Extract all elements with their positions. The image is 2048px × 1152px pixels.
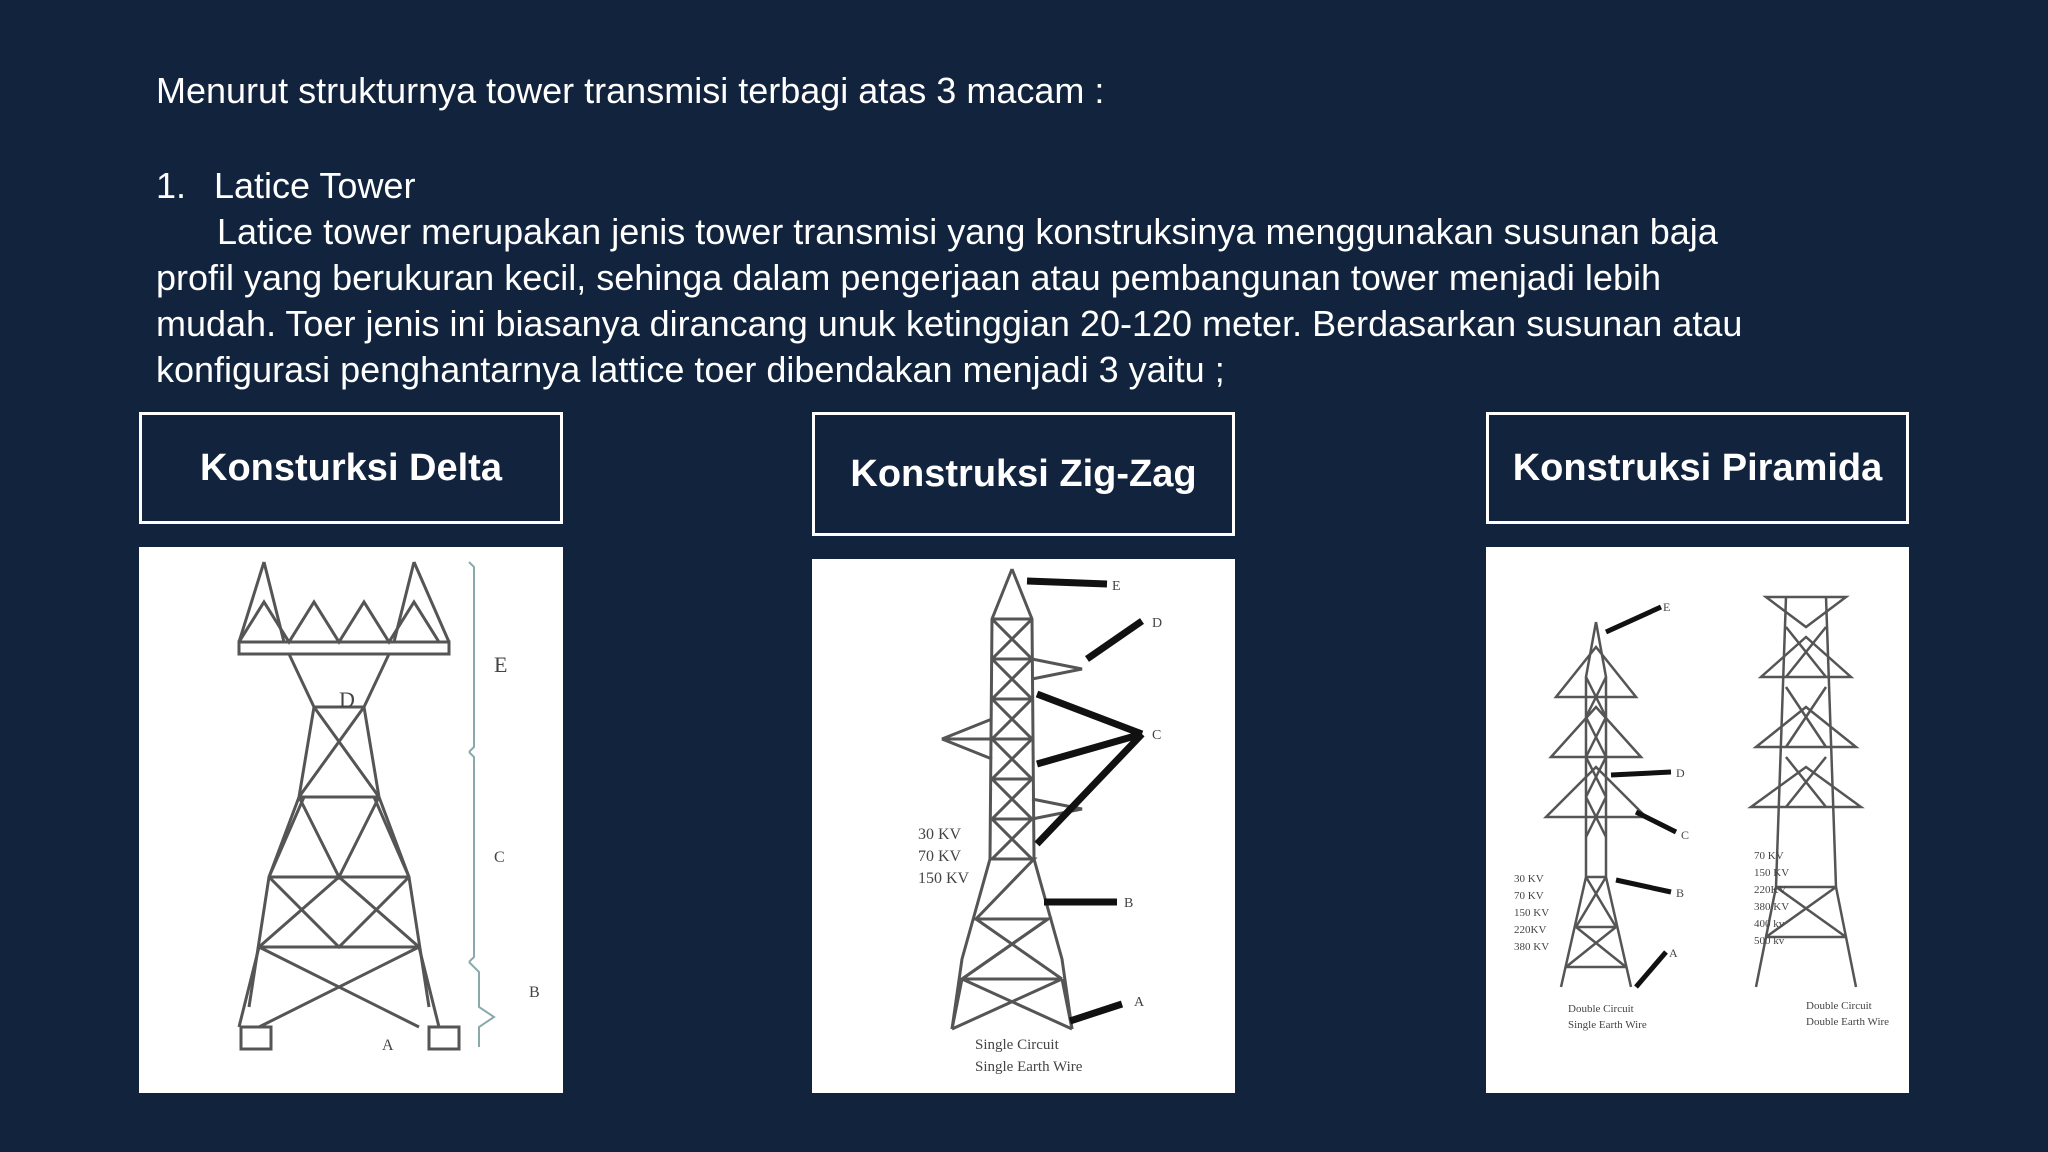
piramida-tower-image <box>1486 547 1909 1093</box>
delta-label-d: D <box>339 687 355 712</box>
piramida-right-voltage: 150 KV <box>1754 867 1790 879</box>
delta-label-e: E <box>494 652 508 677</box>
delta-tower-image <box>139 547 563 1093</box>
piramida-left-voltage: 70 KV <box>1514 890 1544 902</box>
label-konstruksi-delta: Konsturksi Delta <box>139 412 563 524</box>
delta-tower-drawing <box>239 562 494 1049</box>
piramida-right-caption: Double Circuit <box>1806 1000 1872 1012</box>
zigzag-voltage: 30 KV <box>918 826 962 843</box>
zigzag-caption: Single Circuit <box>975 1037 1059 1053</box>
list-title: Latice Tower <box>214 165 416 206</box>
list-number: 1. <box>156 165 187 206</box>
piramida-left-voltage: 150 KV <box>1514 907 1550 919</box>
zigzag-label-e: E <box>1112 579 1121 594</box>
zigzag-voltage: 70 KV <box>918 848 962 865</box>
zigzag-label-d: D <box>1152 616 1163 631</box>
zigzag-tower-drawing <box>942 569 1082 1029</box>
piramida-right-voltage: 70 KV <box>1754 850 1784 862</box>
piramida-left-voltage: 30 KV <box>1514 873 1544 885</box>
label-konstruksi-piramida: Konstruksi Piramida <box>1486 412 1909 524</box>
intro-text: Menurut strukturnya tower transmisi terbagi atas 3 macam : <box>156 70 1105 111</box>
zigzag-voltage: 150 KV <box>918 870 970 887</box>
piramida-label-d: D <box>1676 766 1685 780</box>
piramida-right-caption: Double Earth Wire <box>1806 1016 1890 1028</box>
piramida-right-voltage: 380 KV <box>1754 901 1790 913</box>
delta-label-a: A <box>382 1037 394 1054</box>
zigzag-tower-image <box>812 559 1235 1093</box>
piramida-right-voltage: 400 kv <box>1754 918 1785 930</box>
zigzag-caption: Single Earth Wire <box>975 1059 1083 1075</box>
piramida-label-b: B <box>1676 886 1685 900</box>
piramida-left-voltage: 380 KV <box>1514 941 1550 953</box>
zigzag-label-b: B <box>1124 896 1134 911</box>
zigzag-label-c: C <box>1152 728 1162 743</box>
piramida-label-a: A <box>1669 946 1678 960</box>
label-konstruksi-zigzag: Konstruksi Zig-Zag <box>812 412 1235 536</box>
zigzag-label-a: A <box>1134 995 1145 1010</box>
paragraph-line: mudah. Toer jenis ini biasanya dirancang unuk ketinggian 20-120 meter. Berdasarkan susunan atau <box>156 303 1743 344</box>
piramida-left-caption: Single Earth Wire <box>1568 1019 1647 1031</box>
paragraph-line: Latice tower merupakan jenis tower transmisi yang konstruksinya menggunakan susunan baja <box>217 211 1718 252</box>
piramida-right-voltage: 500 kv <box>1754 935 1785 947</box>
piramida-right-voltage: 220KV <box>1754 884 1787 896</box>
piramida-label-c: C <box>1681 828 1690 842</box>
delta-label-b: B <box>529 984 540 1001</box>
piramida-label-e: E <box>1663 600 1671 614</box>
delta-label-c: C <box>494 849 505 866</box>
paragraph-line: profil yang berukuran kecil, sehinga dalam pengerjaan atau pembangunan tower menjadi lebih <box>156 257 1661 298</box>
piramida-left-caption: Double Circuit <box>1568 1003 1634 1015</box>
piramida-tower-left-drawing <box>1546 622 1646 987</box>
description-paragraph <box>156 209 1956 393</box>
list-item-latice-tower <box>156 163 415 209</box>
paragraph-line: konfigurasi penghantarnya lattice toer dibendakan menjadi 3 yaitu ; <box>156 349 1225 390</box>
piramida-left-voltage: 220KV <box>1514 924 1547 936</box>
